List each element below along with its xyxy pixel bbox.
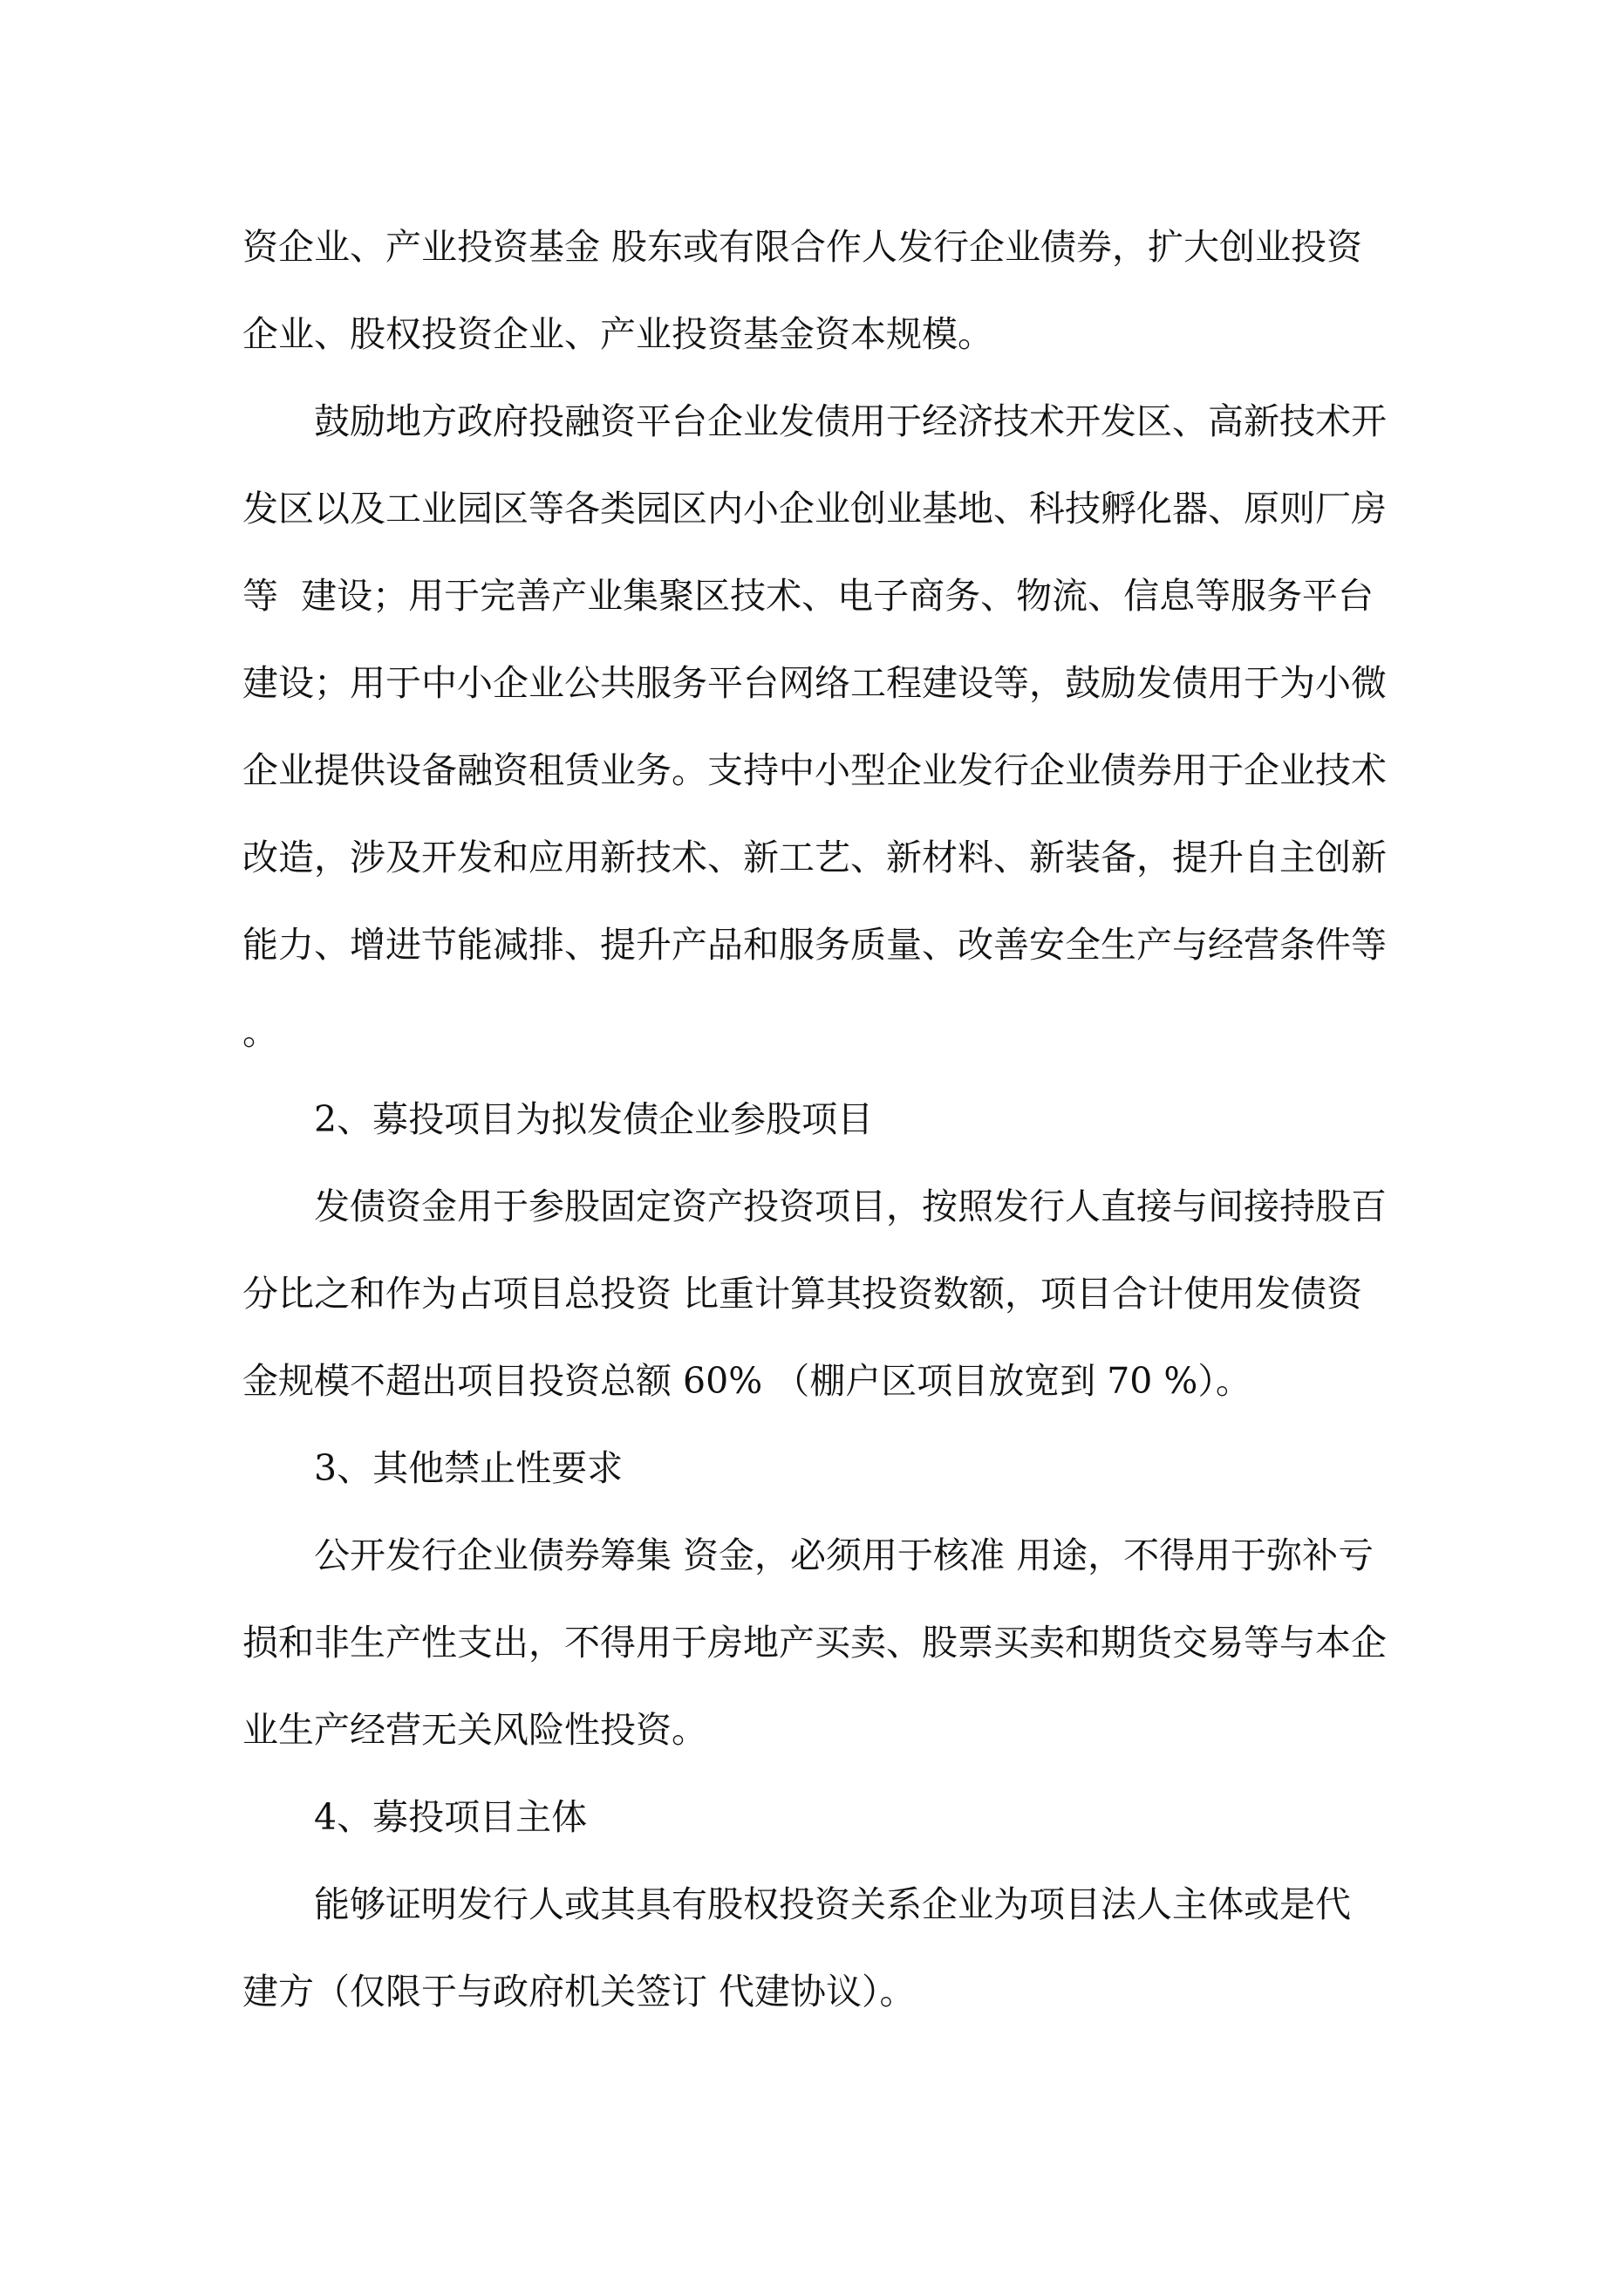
- text-line: 业生产经营无关风险性投资。: [242, 1709, 707, 1751]
- text-line: 改造，涉及开发和应用新技术、新工艺、新材料、新装备，提升自主创新: [242, 837, 1387, 878]
- section-heading: 4、募投项目主体: [314, 1796, 588, 1838]
- text-line: 建设；用于中小企业公共服务平台网络工程建设等，鼓励发债用于为小微: [242, 662, 1387, 704]
- text-line: 分比之和作为占项目总投资 比重计算其投资数额，项目合计使用发债资: [242, 1273, 1363, 1315]
- paragraph-start-line: 公开发行企业债券筹集 资金，必须用于核准 用途，不得用于弥补亏: [314, 1534, 1374, 1576]
- text-line: 企业、股权投资企业、产业投资基金资本规模。: [242, 313, 993, 355]
- section-heading: 3、其他禁止性要求: [314, 1447, 624, 1489]
- text-line: 等 建设；用于完善产业集聚区技术、电子商务、物流、信息等服务平台: [242, 575, 1374, 617]
- text-line: 。: [242, 1011, 278, 1053]
- text-line: 发区以及工业园区等各类园区内小企业创业基地、科技孵化器、原则厂房: [242, 488, 1387, 530]
- text-line: 资企业、产业投资基金 股东或有限合作人发行企业债券，扩大创业投资: [242, 226, 1363, 268]
- paragraph-start-line: 鼓励地方政府投融资平台企业发债用于经济技术开发区、高新技术开: [314, 400, 1387, 442]
- text-line: 建方（仅限于与政府机关签订 代建协议）。: [242, 1971, 916, 2012]
- text-line: 金规模不超出项目投资总额 60% （棚户区项目放宽到 70 %）。: [242, 1360, 1251, 1402]
- text-line: 企业提供设备融资租赁业务。支持中小型企业发行企业债券用于企业技术: [242, 749, 1387, 791]
- paragraph-start-line: 能够证明发行人或其具有股权投资关系企业为项目法人主体或是代: [314, 1883, 1351, 1925]
- text-line: 能力、增进节能减排、提升产品和服务质量、改善安全生产与经营条件等: [242, 924, 1387, 966]
- text-line: 损和非生产性支出，不得用于房地产买卖、股票买卖和期货交易等与本企: [242, 1622, 1387, 1664]
- section-heading: 2、募投项目为拟发债企业参股项目: [314, 1098, 874, 1140]
- paragraph-start-line: 发债资金用于参股固定资产投资项目，按照发行人直接与间接持股百: [314, 1186, 1387, 1227]
